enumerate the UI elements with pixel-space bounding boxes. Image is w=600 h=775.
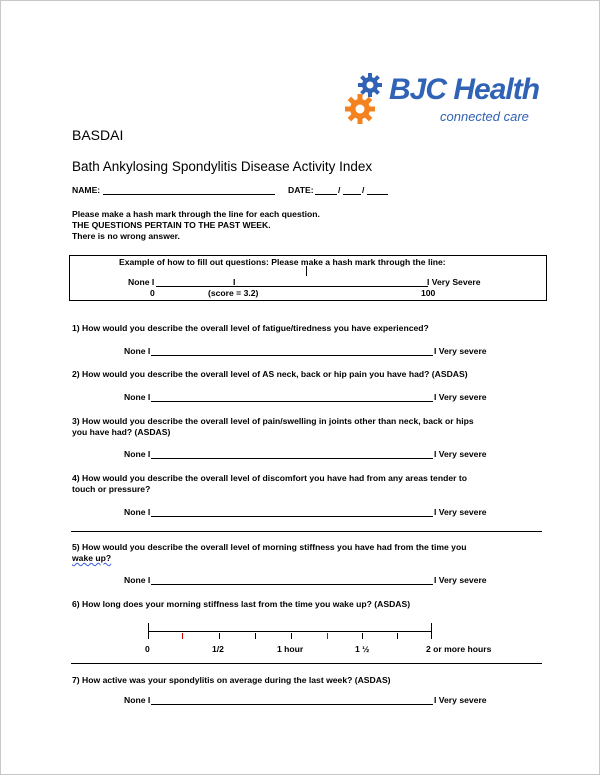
example-max: 100 xyxy=(421,288,436,298)
vas-scale-1[interactable] xyxy=(124,346,487,356)
scale-severe-label: I Very severe xyxy=(434,575,487,585)
date-month-field[interactable] xyxy=(315,194,337,195)
example-score: (score = 3.2) xyxy=(208,288,259,298)
question-number: 5) xyxy=(72,542,80,552)
vas-scale-4[interactable] xyxy=(124,507,487,517)
gear-icon xyxy=(344,71,390,131)
question-text-cont: you have had? (ASDAS) xyxy=(72,427,171,437)
date-day-field[interactable] xyxy=(343,194,361,195)
question-2 xyxy=(72,369,468,380)
name-field[interactable] xyxy=(103,194,275,195)
example-line xyxy=(156,286,428,287)
scale-none-label: None I xyxy=(124,449,151,459)
duration-tick-1hour xyxy=(291,633,292,639)
question-6 xyxy=(72,599,410,610)
question-number: 1) xyxy=(72,323,80,333)
scale-none-label: None I xyxy=(124,392,151,402)
question-7 xyxy=(72,675,391,686)
duration-tick-0 xyxy=(148,623,149,639)
scale-none-label: None I xyxy=(124,575,151,585)
question-text: How would you describe the overall level of morning stiffness you have had from the time you xyxy=(82,542,467,552)
section-divider xyxy=(71,531,542,532)
question-number: 6) xyxy=(72,599,80,609)
example-score-mark: I xyxy=(233,277,236,287)
date-label: DATE: xyxy=(288,185,314,195)
question-number: 4) xyxy=(72,473,80,483)
duration-tick-half xyxy=(219,633,220,639)
vas-scale-3[interactable] xyxy=(124,449,487,459)
form-subtitle: Bath Ankylosing Spondylitis Disease Activity Index xyxy=(72,159,373,174)
scale-severe-label: I Very severe xyxy=(434,449,487,459)
scale-line[interactable] xyxy=(151,516,433,517)
vas-scale-7[interactable] xyxy=(124,695,487,705)
scale-line[interactable] xyxy=(151,458,433,459)
vas-scale-2[interactable] xyxy=(124,392,487,402)
duration-minor-tick xyxy=(397,633,398,639)
question-4 xyxy=(72,473,467,495)
scale-severe-label: I Very severe xyxy=(434,392,487,402)
scale-none-label: None I xyxy=(124,507,151,517)
instruction-line: There is no wrong answer. xyxy=(72,231,180,241)
duration-label: 1 ½ xyxy=(355,644,370,654)
scale-line[interactable] xyxy=(151,704,433,705)
scale-severe-label: I Very severe xyxy=(434,346,487,356)
date-year-field[interactable] xyxy=(367,194,388,195)
duration-minor-tick xyxy=(327,633,328,639)
duration-label: 0 xyxy=(145,644,150,654)
date-separator: / xyxy=(338,185,341,195)
bjc-logo xyxy=(344,71,554,131)
form-title: BASDAI xyxy=(72,127,124,143)
name-label: NAME: xyxy=(72,185,101,195)
question-text-cont: wake up? xyxy=(72,553,112,563)
scale-severe-label: I Very severe xyxy=(434,695,487,705)
instruction-line: Please make a hash mark through the line for each question. xyxy=(72,209,320,219)
scale-line[interactable] xyxy=(151,401,433,402)
question-text: How active was your spondylitis on average during the last week? (ASDAS) xyxy=(82,675,391,685)
question-text: How would you describe the overall level of discomfort you have had from any areas tender to xyxy=(82,473,467,483)
logo-wordmark: BJC Health xyxy=(389,73,540,106)
duration-label: 2 or more hours xyxy=(426,644,492,654)
duration-label: 1 hour xyxy=(277,644,304,654)
duration-minor-tick xyxy=(255,633,256,639)
question-number: 7) xyxy=(72,675,80,685)
duration-tick-1half xyxy=(362,633,363,639)
question-3 xyxy=(72,416,474,438)
vas-scale-5[interactable] xyxy=(124,575,487,585)
scale-severe-label: I Very severe xyxy=(434,507,487,517)
question-number: 2) xyxy=(72,369,80,379)
example-hash-mark xyxy=(306,266,307,276)
example-none-label: None I xyxy=(128,277,155,287)
instructions xyxy=(72,209,320,242)
duration-minor-tick xyxy=(182,633,183,639)
example-heading: Example of how to fill out questions: Please make a hash mark through the line: xyxy=(119,257,446,267)
question-text-cont: touch or pressure? xyxy=(72,484,151,494)
scale-line[interactable] xyxy=(151,355,433,356)
duration-line[interactable] xyxy=(148,631,432,632)
logo-tagline: connected care xyxy=(440,109,529,124)
question-text: How would you describe the overall level of AS neck, back or hip pain you have had? (ASDAS) xyxy=(82,369,468,379)
question-5 xyxy=(72,542,466,564)
example-min: 0 xyxy=(150,288,155,298)
example-severe-label: I Very Severe xyxy=(427,277,481,287)
scale-none-label: None I xyxy=(124,695,151,705)
duration-tick-2hours xyxy=(431,623,432,639)
scale-line[interactable] xyxy=(151,584,433,585)
question-text: How long does your morning stiffness last from the time you wake up? (ASDAS) xyxy=(82,599,411,609)
question-1 xyxy=(72,323,429,334)
question-number: 3) xyxy=(72,416,80,426)
question-text: How would you describe the overall level of fatigue/tiredness you have experienced? xyxy=(82,323,429,333)
scale-none-label: None I xyxy=(124,346,151,356)
date-separator: / xyxy=(362,185,365,195)
question-text: How would you describe the overall level of pain/swelling in joints other than neck, back or hips xyxy=(82,416,474,426)
section-divider xyxy=(71,663,542,664)
duration-label: 1/2 xyxy=(212,644,224,654)
instruction-line: THE QUESTIONS PERTAIN TO THE PAST WEEK. xyxy=(72,220,271,230)
